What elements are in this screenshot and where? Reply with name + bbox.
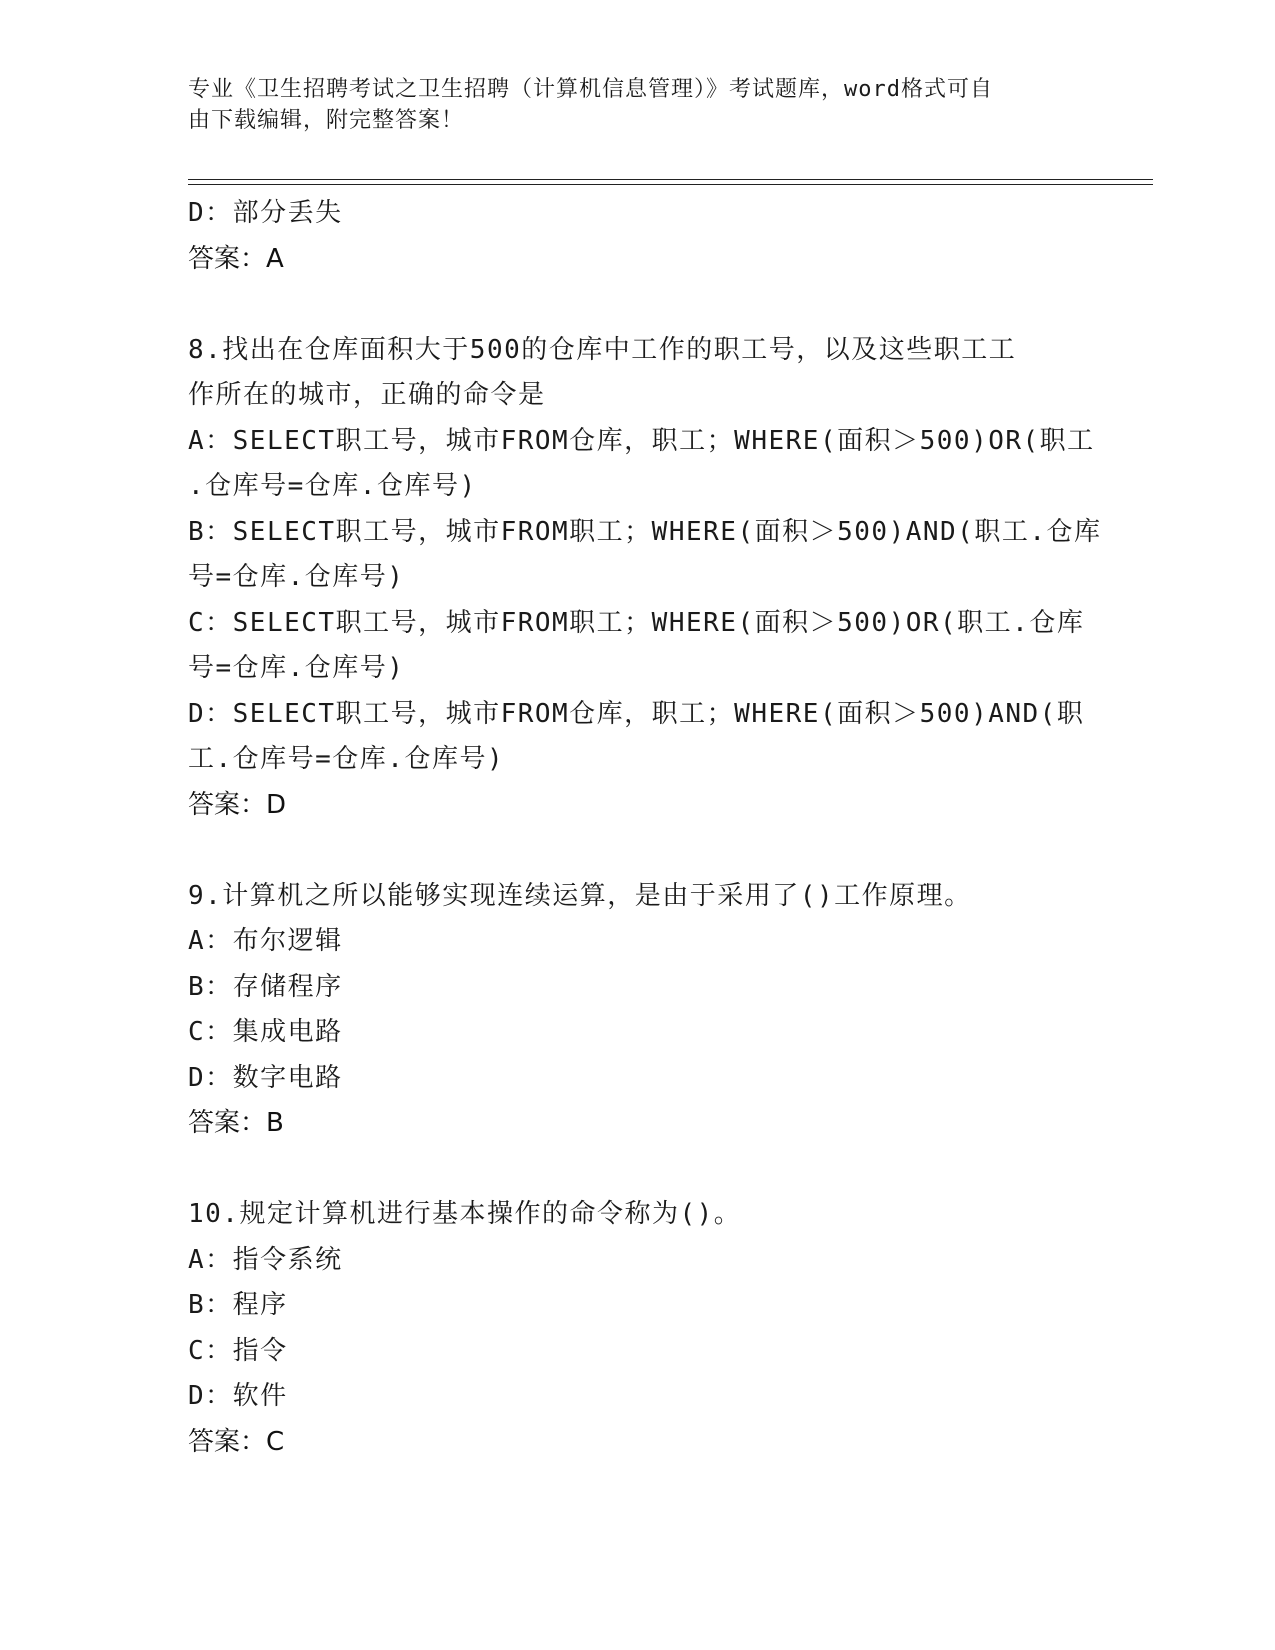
option-b-line: B：程序 (188, 1290, 288, 1320)
spacer (188, 828, 1088, 874)
option-c-line: 号=仓库.仓库号) (188, 653, 405, 683)
option-c-line: C：指令 (188, 1335, 288, 1366)
header-divider-bottom (188, 184, 1153, 185)
header-line-2: 由下载编辑，附完整答案！ (188, 108, 465, 133)
option-d-line: D：数字电路 (188, 1062, 343, 1093)
document-header (188, 74, 1088, 136)
option-a-line: A：SELECT职工号，城市FROM仓库，职工；WHERE(面积＞500)OR(职工 (188, 425, 1095, 456)
option-a-line: A：指令系统 (188, 1244, 343, 1275)
option-c-line: C：SELECT职工号，城市FROM职工；WHERE(面积＞500)OR(职工.仓库 (188, 607, 1085, 638)
question-10 (188, 1192, 1088, 1465)
option-d-line: D：软件 (188, 1381, 288, 1411)
question-8 (188, 328, 1102, 829)
question-stem-line: 10.规定计算机进行基本操作的命令称为()。 (188, 1199, 742, 1229)
header-line-1: 专业《卫生招聘考试之卫生招聘（计算机信息管理）》考试题库，word格式可自 (188, 77, 993, 102)
option-b-line: 号=仓库.仓库号) (188, 562, 405, 592)
answer-line: 答案：D (188, 789, 287, 820)
answer-line: 答案：B (188, 1108, 284, 1138)
option-a-line: .仓库号=仓库.仓库号) (188, 471, 477, 501)
option-c-line: C：集成电路 (188, 1017, 343, 1047)
option-a-line: A：布尔逻辑 (188, 926, 343, 956)
spacer (188, 282, 1088, 328)
option-d-line: 工.仓库号=仓库.仓库号) (188, 744, 505, 774)
option-b-line: B：存储程序 (188, 971, 343, 1002)
question-stem-line: 9.计算机之所以能够实现连续运算，是由于采用了()工作原理。 (188, 880, 972, 911)
header-divider-top (188, 179, 1153, 180)
question-stem-line: 作所在的城市，正确的命令是 (188, 380, 546, 410)
spacer (188, 1147, 1088, 1193)
question-9 (188, 874, 1088, 1147)
answer-line: 答案：C (188, 1426, 285, 1457)
prev-option-d: D：部分丢失 (188, 198, 343, 228)
option-b-line: B：SELECT职工号，城市FROM职工；WHERE(面积＞500)AND(职工.仓库 (188, 516, 1102, 547)
question-content (188, 191, 1102, 1465)
question-stem-line: 8.找出在仓库面积大于500的仓库中工作的职工号，以及这些职工工 (188, 334, 1017, 365)
option-d-line: D：SELECT职工号，城市FROM仓库，职工；WHERE(面积＞500)AND(职 (188, 698, 1085, 729)
prev-answer: 答案：A (188, 243, 284, 274)
